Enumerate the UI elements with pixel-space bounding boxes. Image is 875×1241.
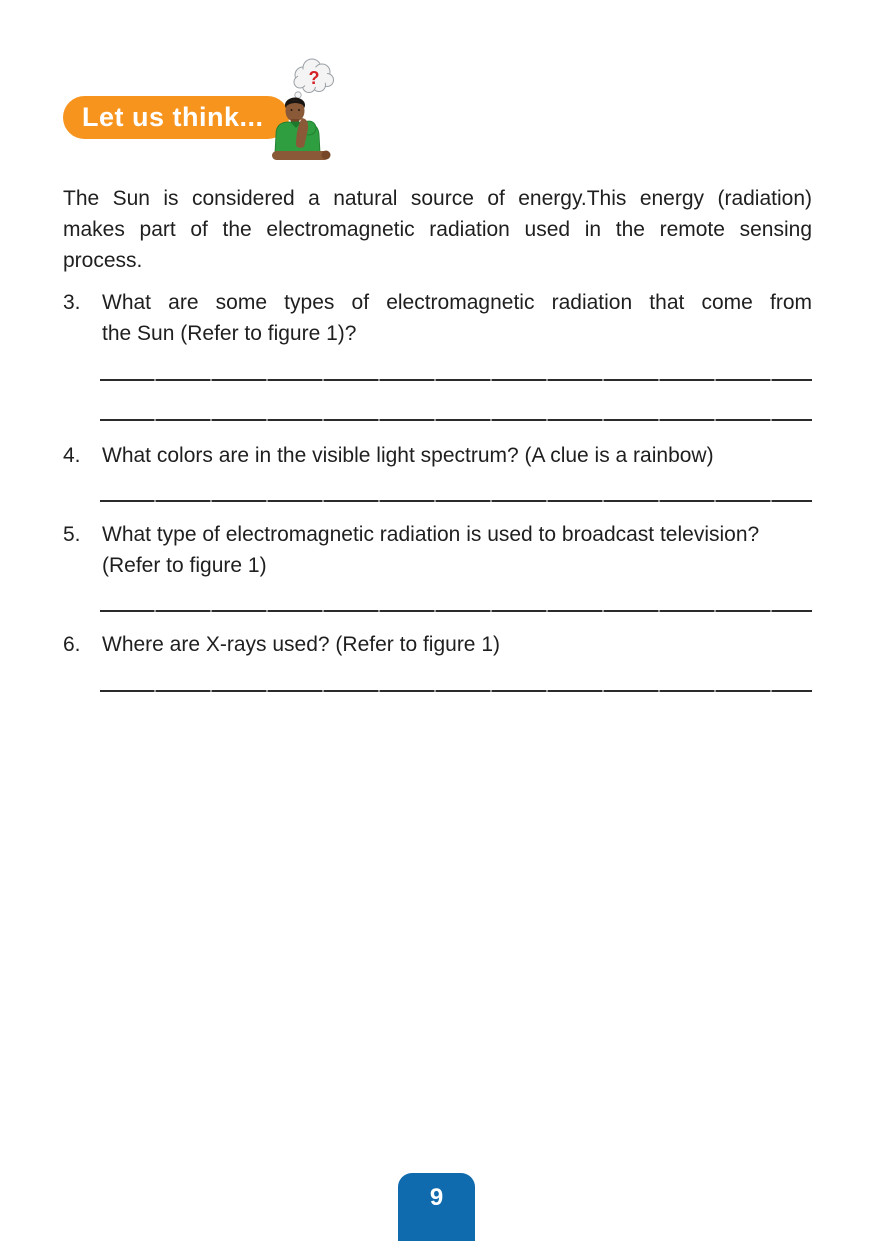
question-number: 4. — [63, 444, 81, 467]
intro-line: process. — [63, 249, 143, 272]
thinking-boy-illustration — [262, 58, 340, 166]
boy-figure — [272, 98, 331, 161]
answer-blank-line — [100, 419, 812, 421]
question-4 — [63, 440, 812, 471]
question-3 — [63, 287, 812, 349]
answer-blank-line — [100, 379, 812, 381]
question-number: 3. — [63, 291, 81, 314]
worksheet-content — [63, 183, 812, 692]
answer-blank-line — [100, 500, 812, 502]
question-6 — [63, 629, 812, 660]
let-us-think-banner — [63, 96, 289, 139]
question-text: What are some types of electromagnetic radiation that come from the Sun (Refer to figure 1)? — [102, 291, 812, 345]
question-number: 6. — [63, 633, 81, 656]
intro-paragraph — [63, 183, 812, 276]
page-number: 9 — [429, 1184, 444, 1211]
answer-blank-line — [100, 610, 812, 612]
answer-blank-line — [100, 690, 812, 692]
banner-title: Let us think... — [82, 102, 264, 132]
question-text: What type of electromagnetic radiation is used to broadcast television? (Refer to figure 1) — [102, 523, 760, 577]
intro-line: The Sun is considered a natural source of energy.This energy (radiation) — [63, 187, 812, 210]
question-mark-glyph: ? — [308, 68, 320, 88]
intro-line: makes part of the electromagnetic radiation used in the remote sensing — [63, 218, 812, 241]
question-number: 5. — [63, 523, 81, 546]
question-text: What colors are in the visible light spectrum? (A clue is a rainbow) — [102, 444, 714, 467]
question-5 — [63, 519, 812, 581]
page-number-tab — [398, 1173, 475, 1241]
thought-cloud-icon — [294, 59, 334, 93]
question-text: Where are X-rays used? (Refer to figure 1) — [102, 633, 500, 656]
